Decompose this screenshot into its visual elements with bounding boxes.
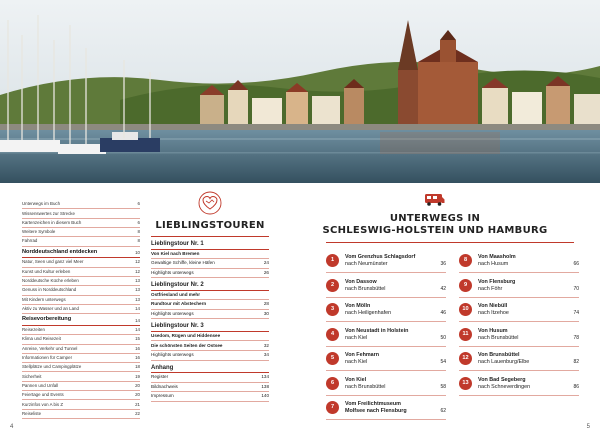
toc-entry [22,335,140,344]
favorite-tour-entry [151,310,269,320]
favorite-tours-list [151,241,269,402]
favorite-tour-entry-label: Highlights unterwegs [151,269,194,275]
route-start: Von Husum [478,327,508,334]
favorite-tour-entry-label: Impressum [151,393,174,399]
toc-entry-page: 14 [135,306,140,312]
favorite-tours-title: LIEBLINGSTOUREN [151,220,269,237]
toc-entry-label: Sicherheit [22,373,42,379]
route-page: 58 [440,383,446,390]
toc-entry-page: 14 [135,317,140,323]
favorite-tour-entry-label: Von Kiel nach Bremen [151,250,200,256]
route-destination: nach Heiligenhafen [345,310,392,316]
toc-entry [22,354,140,363]
favorite-tour-entry-page: 30 [263,311,269,316]
heart-map-icon [151,191,269,215]
route-start: Von Maasholm [478,254,516,260]
toc-entry-label: Norddeutschland entdecken [22,248,98,255]
toc-entry-label: Wissenswertes zur Strecke [22,210,75,216]
favorite-tour-block [151,282,269,319]
favorite-tour-entry-label: Usedom, Rügen und Hiddensee [151,333,221,339]
toc-entry-page: 20 [135,382,140,388]
route-destination: nach Brunsbüttel [345,285,386,292]
favorite-tours-section [151,191,269,402]
toc-entry-page: 22 [135,410,140,416]
toc-entry-page: 8 [137,229,140,235]
folio-right: 5 [586,424,590,430]
toc-entry [22,296,140,305]
favorite-tour-entry-label: Rundtour mit Abstechern [151,301,207,307]
route-start: Vom Grenzhus Schlagsdorf [345,254,416,260]
toc-entry-label: Kunst und Kultur erleben [22,268,71,274]
favorite-tour-entry-page: 24 [263,260,269,266]
route-entry [326,253,446,273]
route-page: 50 [440,334,446,341]
route-start: Vom Freilichtmuseum [345,401,401,407]
folio-left: 4 [10,424,14,430]
route-entry [326,327,446,347]
route-page: 78 [573,334,579,341]
toc-entry-label: Anreise, Verkehr und Tunnel [22,345,78,351]
route-destination: Molfsee nach Flensburg [345,408,407,414]
toc-entry [22,345,140,354]
harbor-photo [0,0,600,183]
route-number-badge: 13 [459,377,472,390]
toc-entry-page: 8 [137,238,140,244]
route-entry [326,376,446,396]
toc-entry-page: 16 [135,345,140,351]
route-destination: nach Husum [478,261,509,267]
toc-entry-page: 13 [135,296,140,302]
route-start: Von Fehmarn [345,352,380,358]
favorite-tour-entry [151,259,269,269]
route-page: 46 [440,310,446,316]
toc-entry [22,305,140,314]
favorite-tour-heading: Anhang [151,365,269,374]
toc-entry [22,277,140,286]
route-start: Von Bad Segeberg [478,376,526,383]
favorite-tour-entry-label: Highlights unterwegs [151,311,194,316]
route-number-badge: 6 [326,377,339,390]
route-number-badge: 1 [326,254,339,267]
toc-entry [22,237,140,246]
toc-entry-page: 19 [135,373,140,379]
toc-entry-page: 15 [135,336,140,342]
route-entry [326,278,446,298]
route-number-badge: 9 [459,279,472,292]
favorite-tour-entry [151,392,269,402]
toc-entry-label: Informationen für Camper [22,355,73,361]
toc-entry [22,219,140,228]
toc-entry-label: Mit Kindern unterwegs [22,296,66,302]
route-start: Von Kiel [345,376,367,383]
route-start: Von Niebüll [478,303,508,309]
favorite-tour-entry [151,351,269,361]
toc-entry [22,363,140,372]
toc-entry-page: 16 [135,355,140,361]
route-entry [459,327,579,347]
toc-entry [22,286,140,295]
route-entry [459,278,579,298]
route-number-badge: 7 [326,401,339,414]
favorite-tour-entry [151,341,269,351]
toc-entry-page: 20 [135,392,140,398]
route-page: 54 [440,359,446,365]
favorite-tour-entry-label: Ostfriesland und mehr [151,291,201,297]
routes-title-line2: SCHLESWIG-HOLSTEIN UND HAMBURG [322,225,548,236]
toc-section-heading [22,314,140,326]
routes-title-rule [326,242,574,243]
favorite-tour-entry-page: 26 [263,269,269,275]
favorite-tour-entry-page: 32 [263,342,269,348]
toc-entry-page: 12 [135,268,140,274]
table-of-contents [22,200,140,419]
routes-title-line1: UNTERWEGS IN [389,213,481,224]
toc-entry-page: 6 [137,219,140,225]
favorite-tour-entry-label: Die schönsten Seiten der Ostsee [151,342,223,348]
toc-entry [22,228,140,237]
favorite-tour-entry [151,269,269,279]
route-start: Von Mölln [345,303,371,309]
toc-entry-page: 13 [135,287,140,293]
favorite-tour-entry-page: 138 [261,383,269,389]
toc-entry-page: 6 [137,201,140,207]
toc-entry-page: 14 [135,327,140,333]
favorite-tour-entry [151,250,269,260]
favorite-tour-entry-label: Register [151,374,169,380]
route-number-badge: 3 [326,303,339,316]
route-entry [326,400,446,420]
favorite-tour-entry-page: 28 [263,301,269,307]
toc-entry-label: Natur, Seen und ganz viel Meer [22,259,84,265]
toc-entry-page: 12 [135,259,140,265]
favorite-tour-entry [151,373,269,383]
route-page: 36 [440,261,446,267]
route-number-badge: 12 [459,352,472,365]
toc-entry [22,326,140,335]
route-number-badge: 4 [326,328,339,341]
toc-entry-label: Kartenzeichen in diesem Buch [22,219,82,225]
route-start: Von Neustadt in Holstein [345,327,409,334]
route-page: 74 [573,310,579,316]
toc-section-heading [22,247,140,259]
favorite-tour-entry [151,332,269,342]
favorite-tour-heading: Lieblingstour Nr. 2 [151,282,269,291]
toc-entry-label: Aktiv zu Wasser und an Land [22,306,79,312]
toc-entry-label: Kurzinfos von A bis Z [22,401,63,407]
toc-entry [22,209,140,218]
route-number-badge: 8 [459,254,472,267]
route-destination: nach Neumünster [345,261,388,267]
route-page: 82 [573,359,579,365]
toc-entry [22,372,140,381]
favorite-tour-entry-page: 134 [261,374,269,380]
toc-entry-label: Reiseliste [22,410,42,416]
favorite-tour-entry-label: Highlights unterwegs [151,352,194,358]
route-destination: nach Kiel [345,334,368,341]
toc-entry [22,410,140,419]
toc-entry-label: Norddeutsche Küche erleben [22,278,79,284]
route-entry [459,253,579,273]
route-destination: nach Lauenburg/Elbe [478,359,530,365]
favorite-tour-heading: Lieblingstour Nr. 3 [151,323,269,332]
toc-entry-label: Pannen und Unfall [22,382,59,388]
route-number-badge: 11 [459,328,472,341]
toc-entry-label: Klima und Reisezeit [22,336,61,342]
route-destination: nach Brunsbüttel [345,383,386,390]
favorite-tour-entry-page: 140 [261,393,269,399]
route-entry [459,302,579,322]
favorite-tour-entry-label: Gewaltige Schiffe, kleine Häfen [151,260,215,266]
route-page: 62 [440,408,446,414]
route-entry [326,351,446,371]
route-start: Von Flensburg [478,278,516,285]
route-number-badge: 2 [326,279,339,292]
route-number-badge: 10 [459,303,472,316]
route-start: Von Dassow [345,278,377,285]
route-number-badge: 5 [326,352,339,365]
toc-entry [22,200,140,209]
toc-entry [22,382,140,391]
toc-entry-label: Weitere Symbole [22,229,56,235]
route-destination: nach Föhr [478,285,503,292]
toc-entry [22,258,140,267]
toc-entry-label: Genuss in Norddeutschland [22,287,77,293]
camper-van-icon [424,191,446,207]
favorite-tour-entry-page: 34 [263,352,269,358]
favorite-tour-entry [151,383,269,393]
route-page: 42 [440,285,446,292]
toc-entry-label: Stellplätze und Campingplätze [22,364,82,370]
route-destination: nach Schneverdingen [478,383,531,390]
favorite-tour-entry [151,291,269,301]
toc-entry [22,391,140,400]
routes-section-title [310,213,560,237]
toc-entry-label: Unterwegs im Buch [22,201,61,207]
favorite-tour-entry-label: Bildnachweis [151,383,178,389]
favorite-tour-heading: Lieblingstour Nr. 1 [151,241,269,250]
favorite-tour-block [151,365,269,402]
route-page: 86 [573,383,579,390]
route-page: 66 [573,261,579,267]
toc-entry-page: 10 [135,250,140,256]
route-destination: nach Brunsbüttel [478,334,519,341]
toc-entry-label: Reisezeiten [22,327,45,333]
toc-entry-page: 18 [135,364,140,370]
route-entry [459,376,579,396]
toc-entry [22,268,140,277]
toc-entry [22,400,140,409]
route-destination: nach Itzehoe [478,310,509,316]
route-entry [326,302,446,322]
favorite-tour-block [151,323,269,360]
favorite-tour-entry [151,300,269,310]
route-destination: nach Kiel [345,359,368,365]
toc-entry-label: Reisevorbereitung [22,316,72,323]
toc-entry-label: Fahrrad [22,238,38,244]
toc-entry-label: Feiertage und Events [22,392,64,398]
route-page: 70 [573,285,579,292]
favorite-tour-block [151,241,269,278]
toc-entry-page: 13 [135,278,140,284]
route-entry [459,351,579,371]
route-start: Von Brunsbüttel [478,352,520,358]
toc-entry-page: 21 [135,401,140,407]
